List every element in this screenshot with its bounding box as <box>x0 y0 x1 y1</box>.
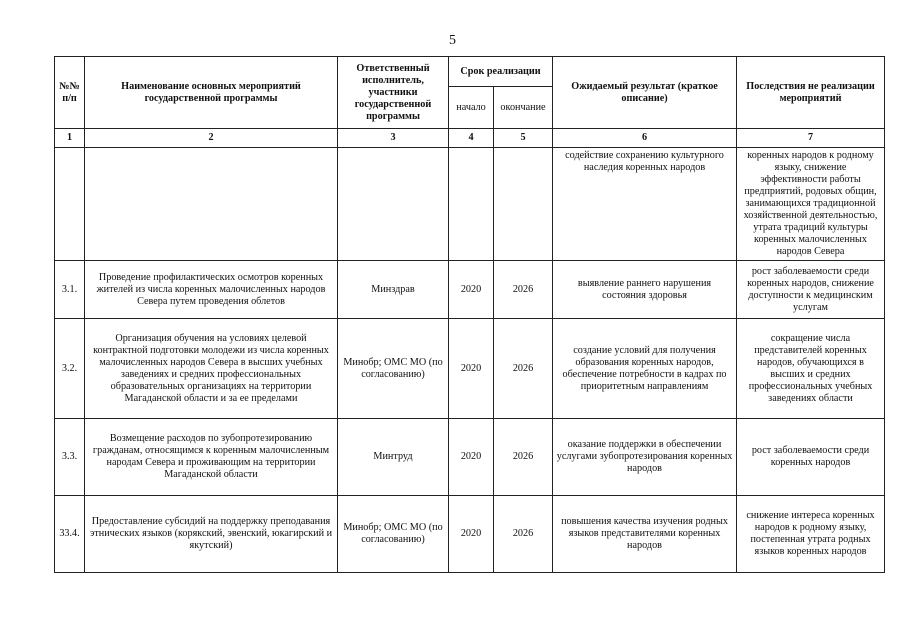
header-result: Ожидаемый результат (краткое описание) <box>553 57 737 129</box>
row-start-year: 2020 <box>449 261 494 319</box>
row-result: оказание поддержки в обеспечении услугами зубопротезирования коренных народов <box>553 419 737 496</box>
row-consequences: сокращение числа представителей коренных народов, обучающихся в высших и средних профессиональных учебных заведениях области <box>737 319 885 419</box>
table-row <box>55 319 885 419</box>
row-executor: Минздрав <box>338 261 449 319</box>
row-start-year: 2020 <box>449 419 494 496</box>
header-row <box>55 57 885 87</box>
header-start: начало <box>449 87 494 129</box>
row-result: повышения качества изучения родных языков представителями коренных народов <box>553 496 737 573</box>
header-name: Наименование основных мероприятий государственной программы <box>85 57 338 129</box>
row-consequences: снижение интереса коренных народов к родному языку, постепенная утрата родных языков коренных народов <box>737 496 885 573</box>
row-consequences: рост заболеваемости среди коренных народов, снижение доступности к медицинским услугам <box>737 261 885 319</box>
row-executor: Минобр; ОМС МО (по согласованию) <box>338 319 449 419</box>
row-consequences: рост заболеваемости среди коренных народов <box>737 419 885 496</box>
header-end: окончание <box>494 87 553 129</box>
row-end-year: 2026 <box>494 496 553 573</box>
column-number: 2 <box>85 129 338 148</box>
program-activities-table <box>54 56 885 573</box>
column-number: 1 <box>55 129 85 148</box>
column-number: 5 <box>494 129 553 148</box>
row-number: 3.1. <box>55 261 85 319</box>
row-end-year: 2026 <box>494 419 553 496</box>
table-row <box>55 261 885 319</box>
row-start-year: 2020 <box>449 319 494 419</box>
row-name: Проведение профилактических осмотров коренных жителей из числа коренных малочисленных народов Севера путем проведения облетов <box>85 261 338 319</box>
table-row-continuation <box>55 148 885 261</box>
row-name: Организация обучения на условиях целевой контрактной подготовки молодежи из числа коренных малочисленных народов Севера в высших учебных заведениях и средних профессиональных образовательных организациях на территории Магаданской области и за ее пределами <box>85 319 338 419</box>
header-num: №№ п/п <box>55 57 85 129</box>
row-name: Предоставление субсидий на поддержку преподавания этнических языков (корякский, эвенский, юкагирский и якутский) <box>85 496 338 573</box>
row-name: Возмещение расходов по зубопротезированию гражданам, относящимся к коренным малочисленным народам Севера и проживающим на территории Магаданской области <box>85 419 338 496</box>
header-consequences: Последствия не реализации мероприятий <box>737 57 885 129</box>
table-row <box>55 419 885 496</box>
row-executor: Минобр; ОМС МО (по согласованию) <box>338 496 449 573</box>
page-number: 5 <box>449 33 456 48</box>
row-number: 33.4. <box>55 496 85 573</box>
column-number: 3 <box>338 129 449 148</box>
column-number: 4 <box>449 129 494 148</box>
row-executor: Минтруд <box>338 419 449 496</box>
header-period: Срок реализации <box>449 57 553 87</box>
row-end-year: 2026 <box>494 319 553 419</box>
row-number: 3.3. <box>55 419 85 496</box>
row-number: 3.2. <box>55 319 85 419</box>
row-consequences: коренных народов к родному языку, снижение эффективности работы предприятий, родовых общин, занимающихся традиционной хозяйственной деятельностью, утрата традиций культуры коренных малочисленных народов Севера <box>737 148 885 261</box>
column-number: 7 <box>737 129 885 148</box>
row-result: содействие сохранению культурного наследия коренных народов <box>553 148 737 261</box>
row-end-year: 2026 <box>494 261 553 319</box>
row-result: выявление раннего нарушения состояния здоровья <box>553 261 737 319</box>
row-result: создание условий для получения образования коренных народов, обеспечение потребности в кадрах по приоритетным направлениям <box>553 319 737 419</box>
table-row <box>55 496 885 573</box>
header-executor: Ответственный исполнитель, участники государственной программы <box>338 57 449 129</box>
column-number: 6 <box>553 129 737 148</box>
column-numbers-row <box>55 129 885 148</box>
row-start-year: 2020 <box>449 496 494 573</box>
